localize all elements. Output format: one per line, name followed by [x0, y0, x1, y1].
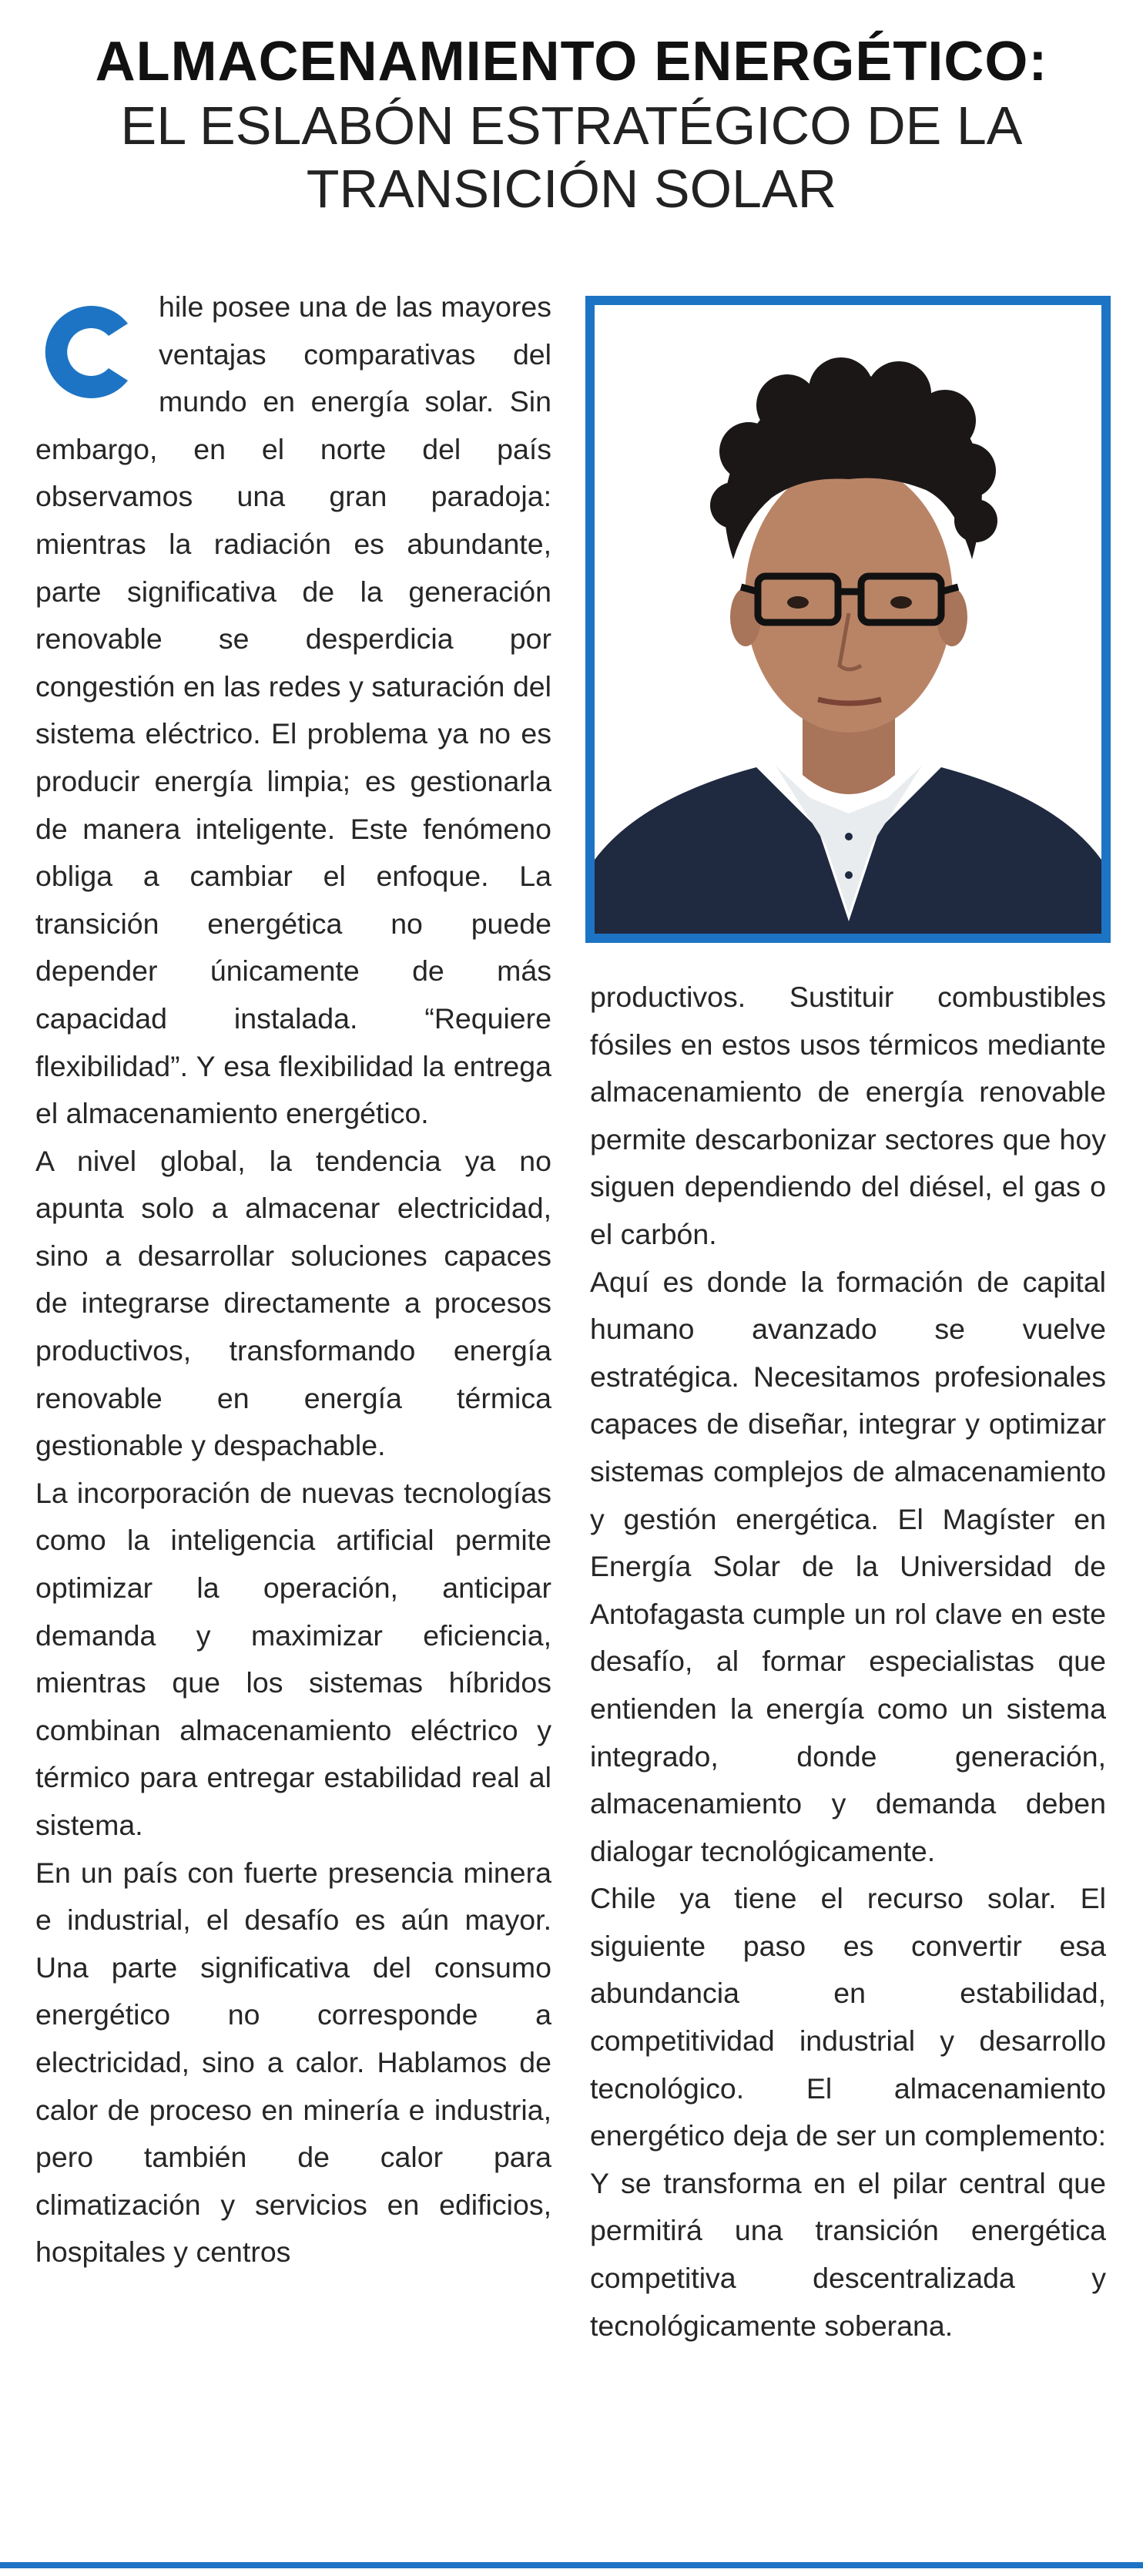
article-paragraph: productivos. Sustituir combustibles fósiles en estos usos térmicos mediante almacenamiento de energía renovable permite descarbonizar sectores que hoy siguen dependiendo del diésel, el gas o el carbón. [590, 981, 1106, 1250]
article-paragraph: Chile ya tiene el recurso solar. El siguiente paso es convertir esa abundancia en estabilidad, competitividad industrial y desarrollo tecnológico. El almacenamiento energético deja de ser un complemento: Y se transforma en el pilar central que permitirá una transición energética competitiva descentralizada y tecnológicamente soberana. [590, 1882, 1106, 2342]
article-paragraph: La incorporación de nuevas tecnologías como la inteligencia artificial permite optimizar la operación, anticipar demanda y maximizar eficiencia, mientras que los sistemas híbridos combinan almacenamiento eléctrico y térmico para entregar estabilidad real al sistema. [35, 1476, 551, 1841]
author-photo [585, 296, 1111, 943]
article-header [0, 29, 1143, 220]
article-column-right [590, 974, 1106, 2350]
dropcap-letter-c [35, 294, 151, 410]
paragraph-text: hile posee una de las mayores ventajas comparativas del mundo en energía solar. Sin embargo, en el norte del país observamos una gran paradoja: mientras la radiación es abundante, parte significativa de la generación renovable se desperdicia por congestión en las redes y saturación del sistema eléctrico. El problema ya no es producir energía limpia; es gestionarla de manera inteligente. Este fenómeno obliga a cambiar el enfoque. La transición energética no puede depender únicamente de más capacidad instalada. “Requiere flexibilidad”. Y esa flexibilidad la entrega el almacenamiento energético. [35, 290, 551, 1130]
face-shape [745, 463, 953, 733]
article-title: ALMACENAMIENTO ENERGÉTICO: [95, 31, 1048, 92]
dropcap-c-shape [45, 306, 128, 398]
article-paragraph: A nivel global, la tendencia ya no apunta solo a almacenar electricidad, sino a desarrollar soluciones capaces de integrarse directamente a procesos productivos, transformando energía renovable en energía térmica gestionable y despachable. [35, 1144, 551, 1462]
article-column-left [35, 283, 551, 2276]
portrait-photo-icon [595, 305, 1101, 934]
article-paragraph: Aquí es donde la formación de capital humano avanzado se vuelve estratégica. Necesitamos profesionales capaces de diseñar, integrar y optimizar sistemas complejos de almacenamiento y gestión energética. El Magíster en Energía Solar de la Universidad de Antofagasta cumple un rol clave en este desafío, al formar especialistas que entienden la energía como un sistema integrado, donde generación, almacenamiento y demanda deben dialogar tecnológicamente. [590, 1265, 1106, 1867]
article-paragraph: En un país con fuerte presencia minera e industrial, el desafío es aún mayor. Una parte significativa del consumo energético no corresponde a electricidad, sino a calor. Hablamos de calor de proceso en minería e industria, pero también de calor para climatización y servicios en edificios, hospitales y centros [35, 1856, 551, 2269]
article-subtitle: EL ESLABÓN ESTRATÉGICO DE LA TRANSICIÓN SOLAR [120, 96, 1023, 219]
bottom-divider [0, 2562, 1143, 2568]
article-paragraph [35, 283, 551, 1138]
